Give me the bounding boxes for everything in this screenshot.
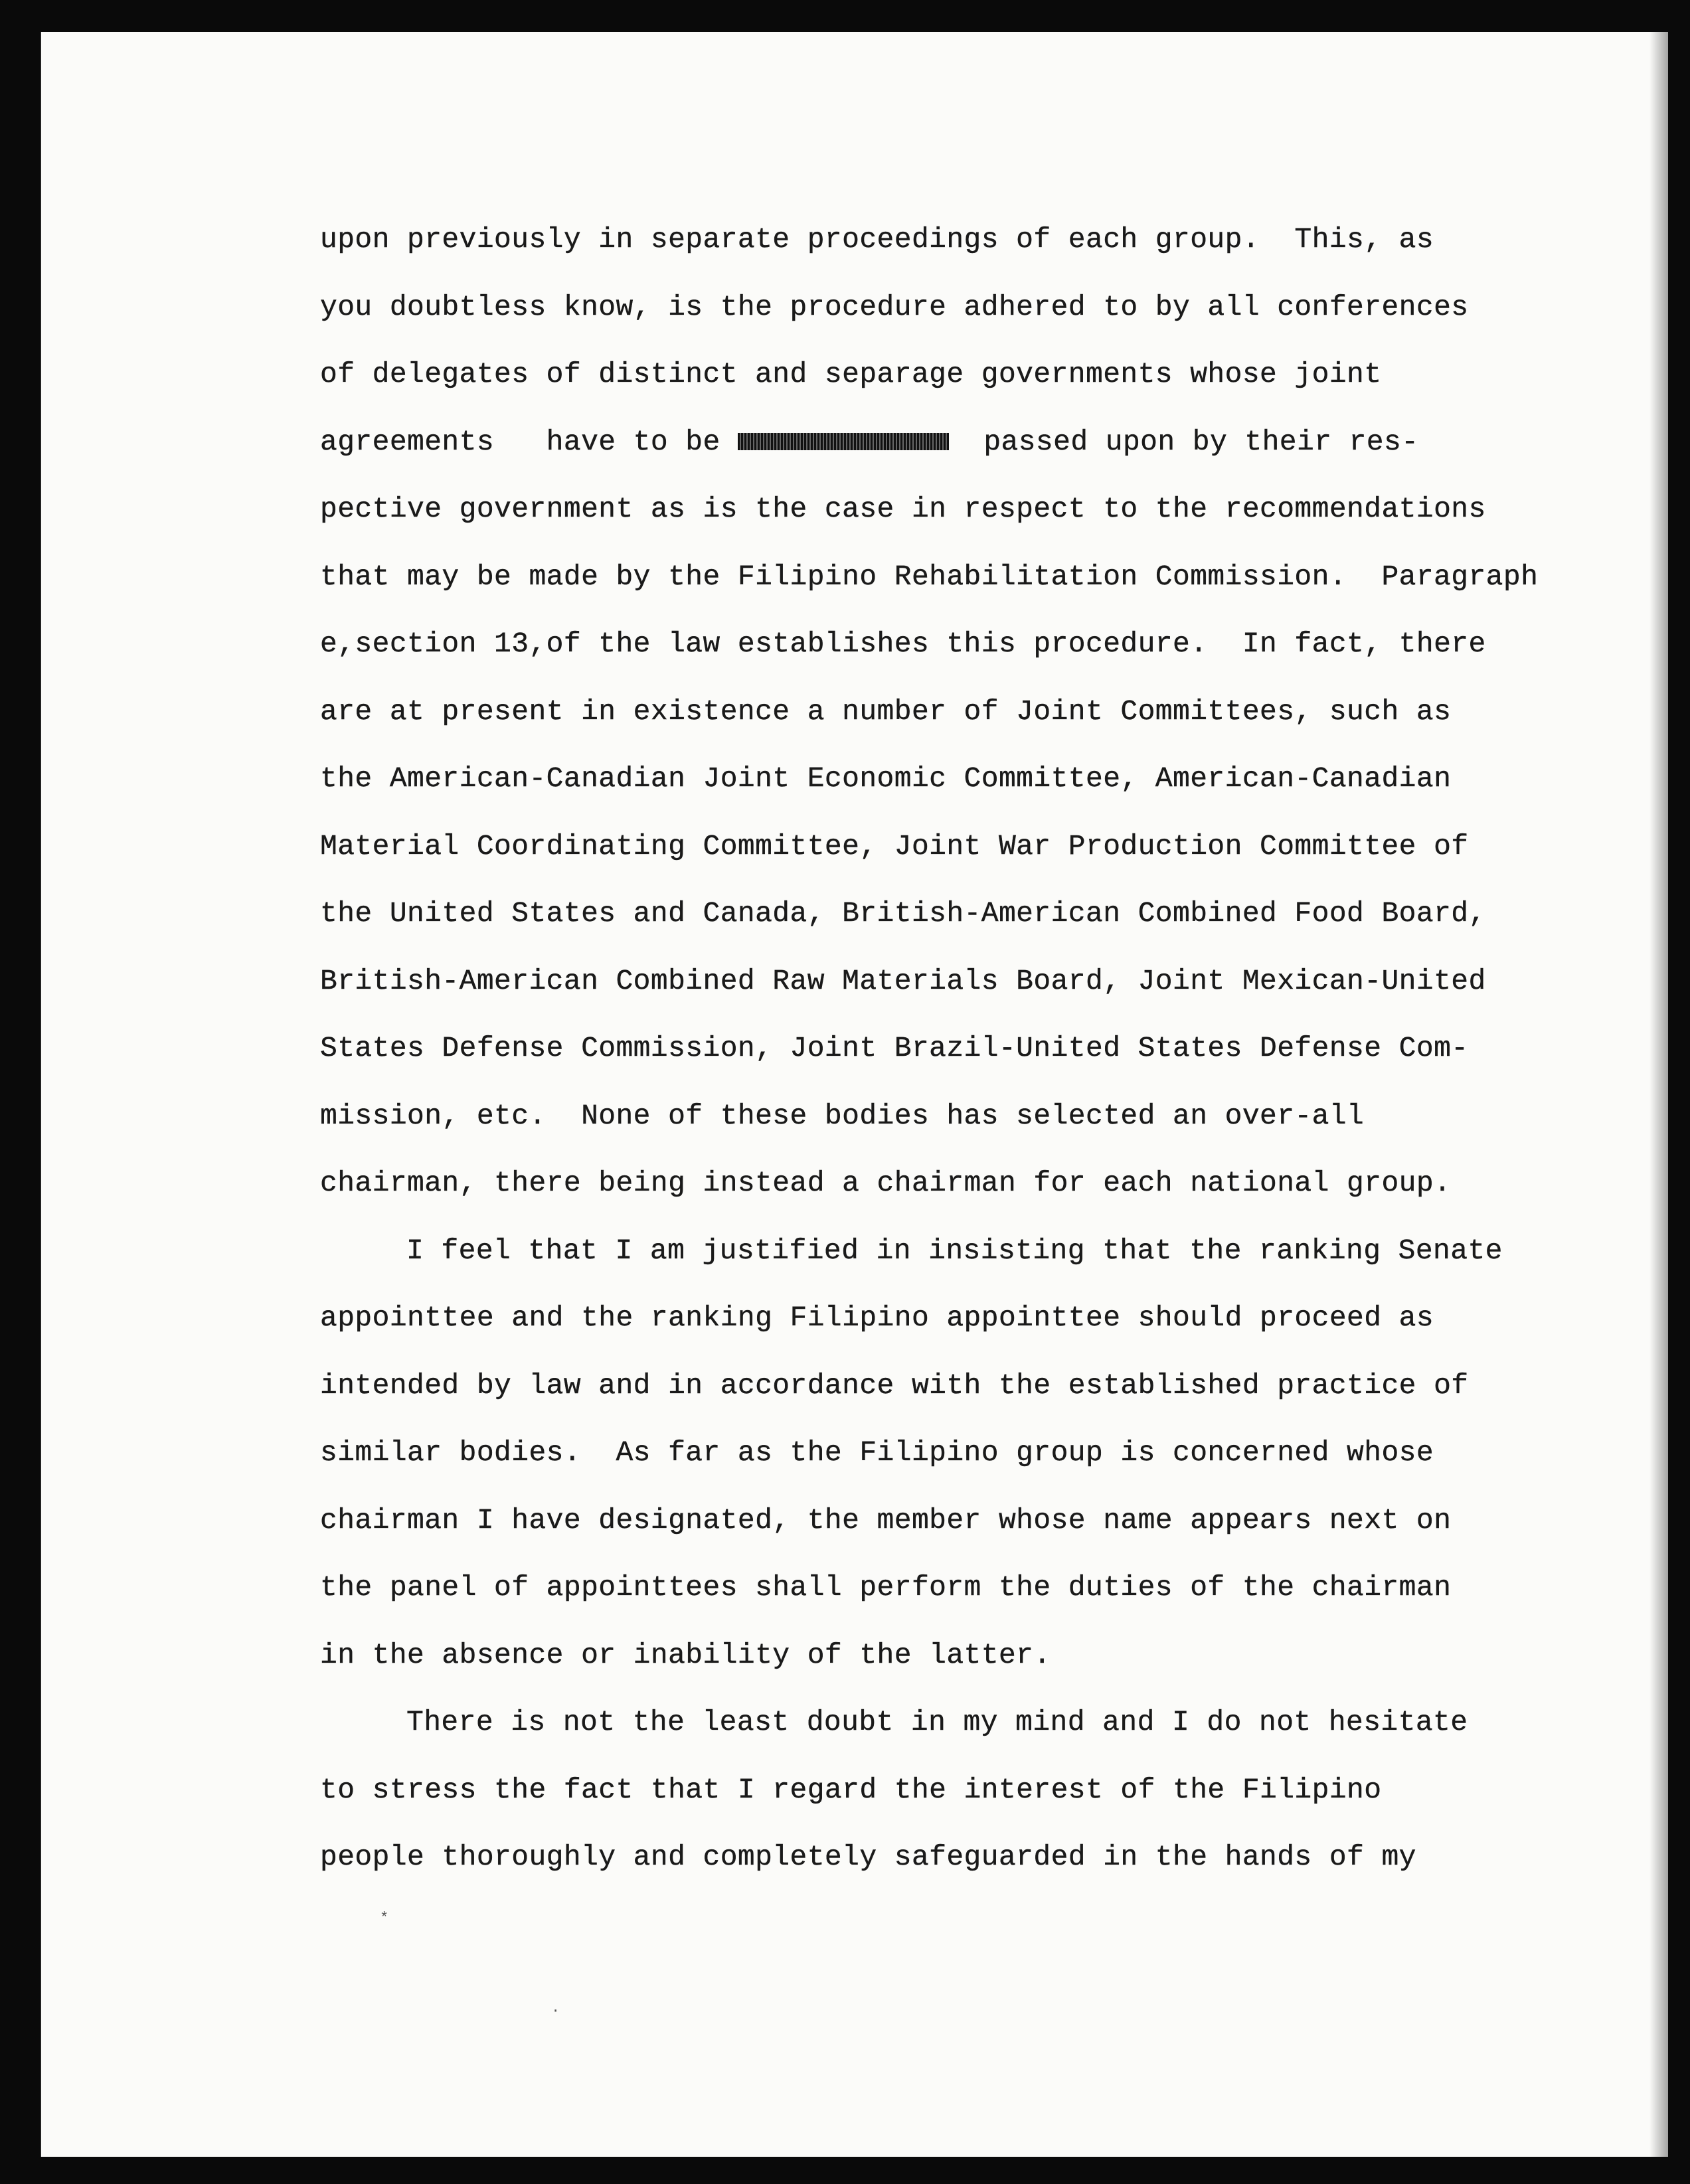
paragraph-3-first-line: There is not the least doubt in my mind and I do not hesitate [406, 1706, 1468, 1738]
text-line: intended by law and in accordance with the established practice of [320, 1369, 1469, 1402]
text-line: appointtee and the ranking Filipino appointtee should proceed as [320, 1302, 1434, 1334]
text-line: the American-Canadian Joint Economic Committee, American-Canadian [320, 762, 1452, 795]
text-line: pective government as is the case in respect to the recommendations [320, 493, 1486, 525]
scan-speck: * [380, 1910, 389, 1926]
text-line: British-American Combined Raw Materials Board, Joint Mexican-United [320, 964, 1486, 997]
text-line: to stress the fact that I regard the interest of the Filipino [320, 1773, 1382, 1806]
text-line: similar bodies. As far as the Filipino group is concerned whose [320, 1436, 1434, 1469]
page-edge-shadow [1649, 32, 1668, 2157]
text-line: chairman I have designated, the member whose name appears next on [320, 1503, 1452, 1537]
text-line: Material Coordinating Committee, Joint War Production Committee of [320, 829, 1469, 863]
text-line: of delegates of distinct and separage governments whose joint [320, 358, 1382, 390]
text-line: the United States and Canada, British-American Combined Food Board, [320, 897, 1486, 930]
struck-line-before: agreements have to be [320, 425, 738, 458]
text-line: chairman, there being instead a chairman for each national group. [320, 1167, 1452, 1199]
text-line: the panel of appointtees shall perform the duties of the chairman [320, 1571, 1452, 1604]
text-line: that may be made by the Filipino Rehabilitation Commission. Paragraph [320, 560, 1539, 593]
scan-speck: · [551, 2003, 560, 2019]
text-line: mission, etc. None of these bodies has selected an over-all [320, 1099, 1365, 1132]
struck-out-text [738, 433, 949, 450]
struck-line-after: passed upon by their res- [948, 425, 1419, 458]
text-line-with-strikeout [320, 408, 1615, 476]
paragraph-2-first-line: I feel that I am justified in insisting that the ranking Senate [406, 1234, 1503, 1267]
text-line: upon previously in separate proceedings of each group. This, as [320, 223, 1434, 256]
text-line: you doubtless know, is the procedure adhered to by all conferences [320, 290, 1469, 323]
text-line: in the absence or inability of the latter. [320, 1638, 1051, 1671]
document-body [320, 206, 1615, 1891]
text-line: States Defense Commission, Joint Brazil-United States Defense Com- [320, 1032, 1469, 1064]
text-line: e,section 13,of the law establishes this procedure. In fact, there [320, 628, 1486, 660]
document-page [40, 32, 1668, 2157]
text-line: people thoroughly and completely safeguarded in the hands of my [320, 1841, 1416, 1873]
text-line: are at present in existence a number of Joint Committees, such as [320, 695, 1452, 728]
